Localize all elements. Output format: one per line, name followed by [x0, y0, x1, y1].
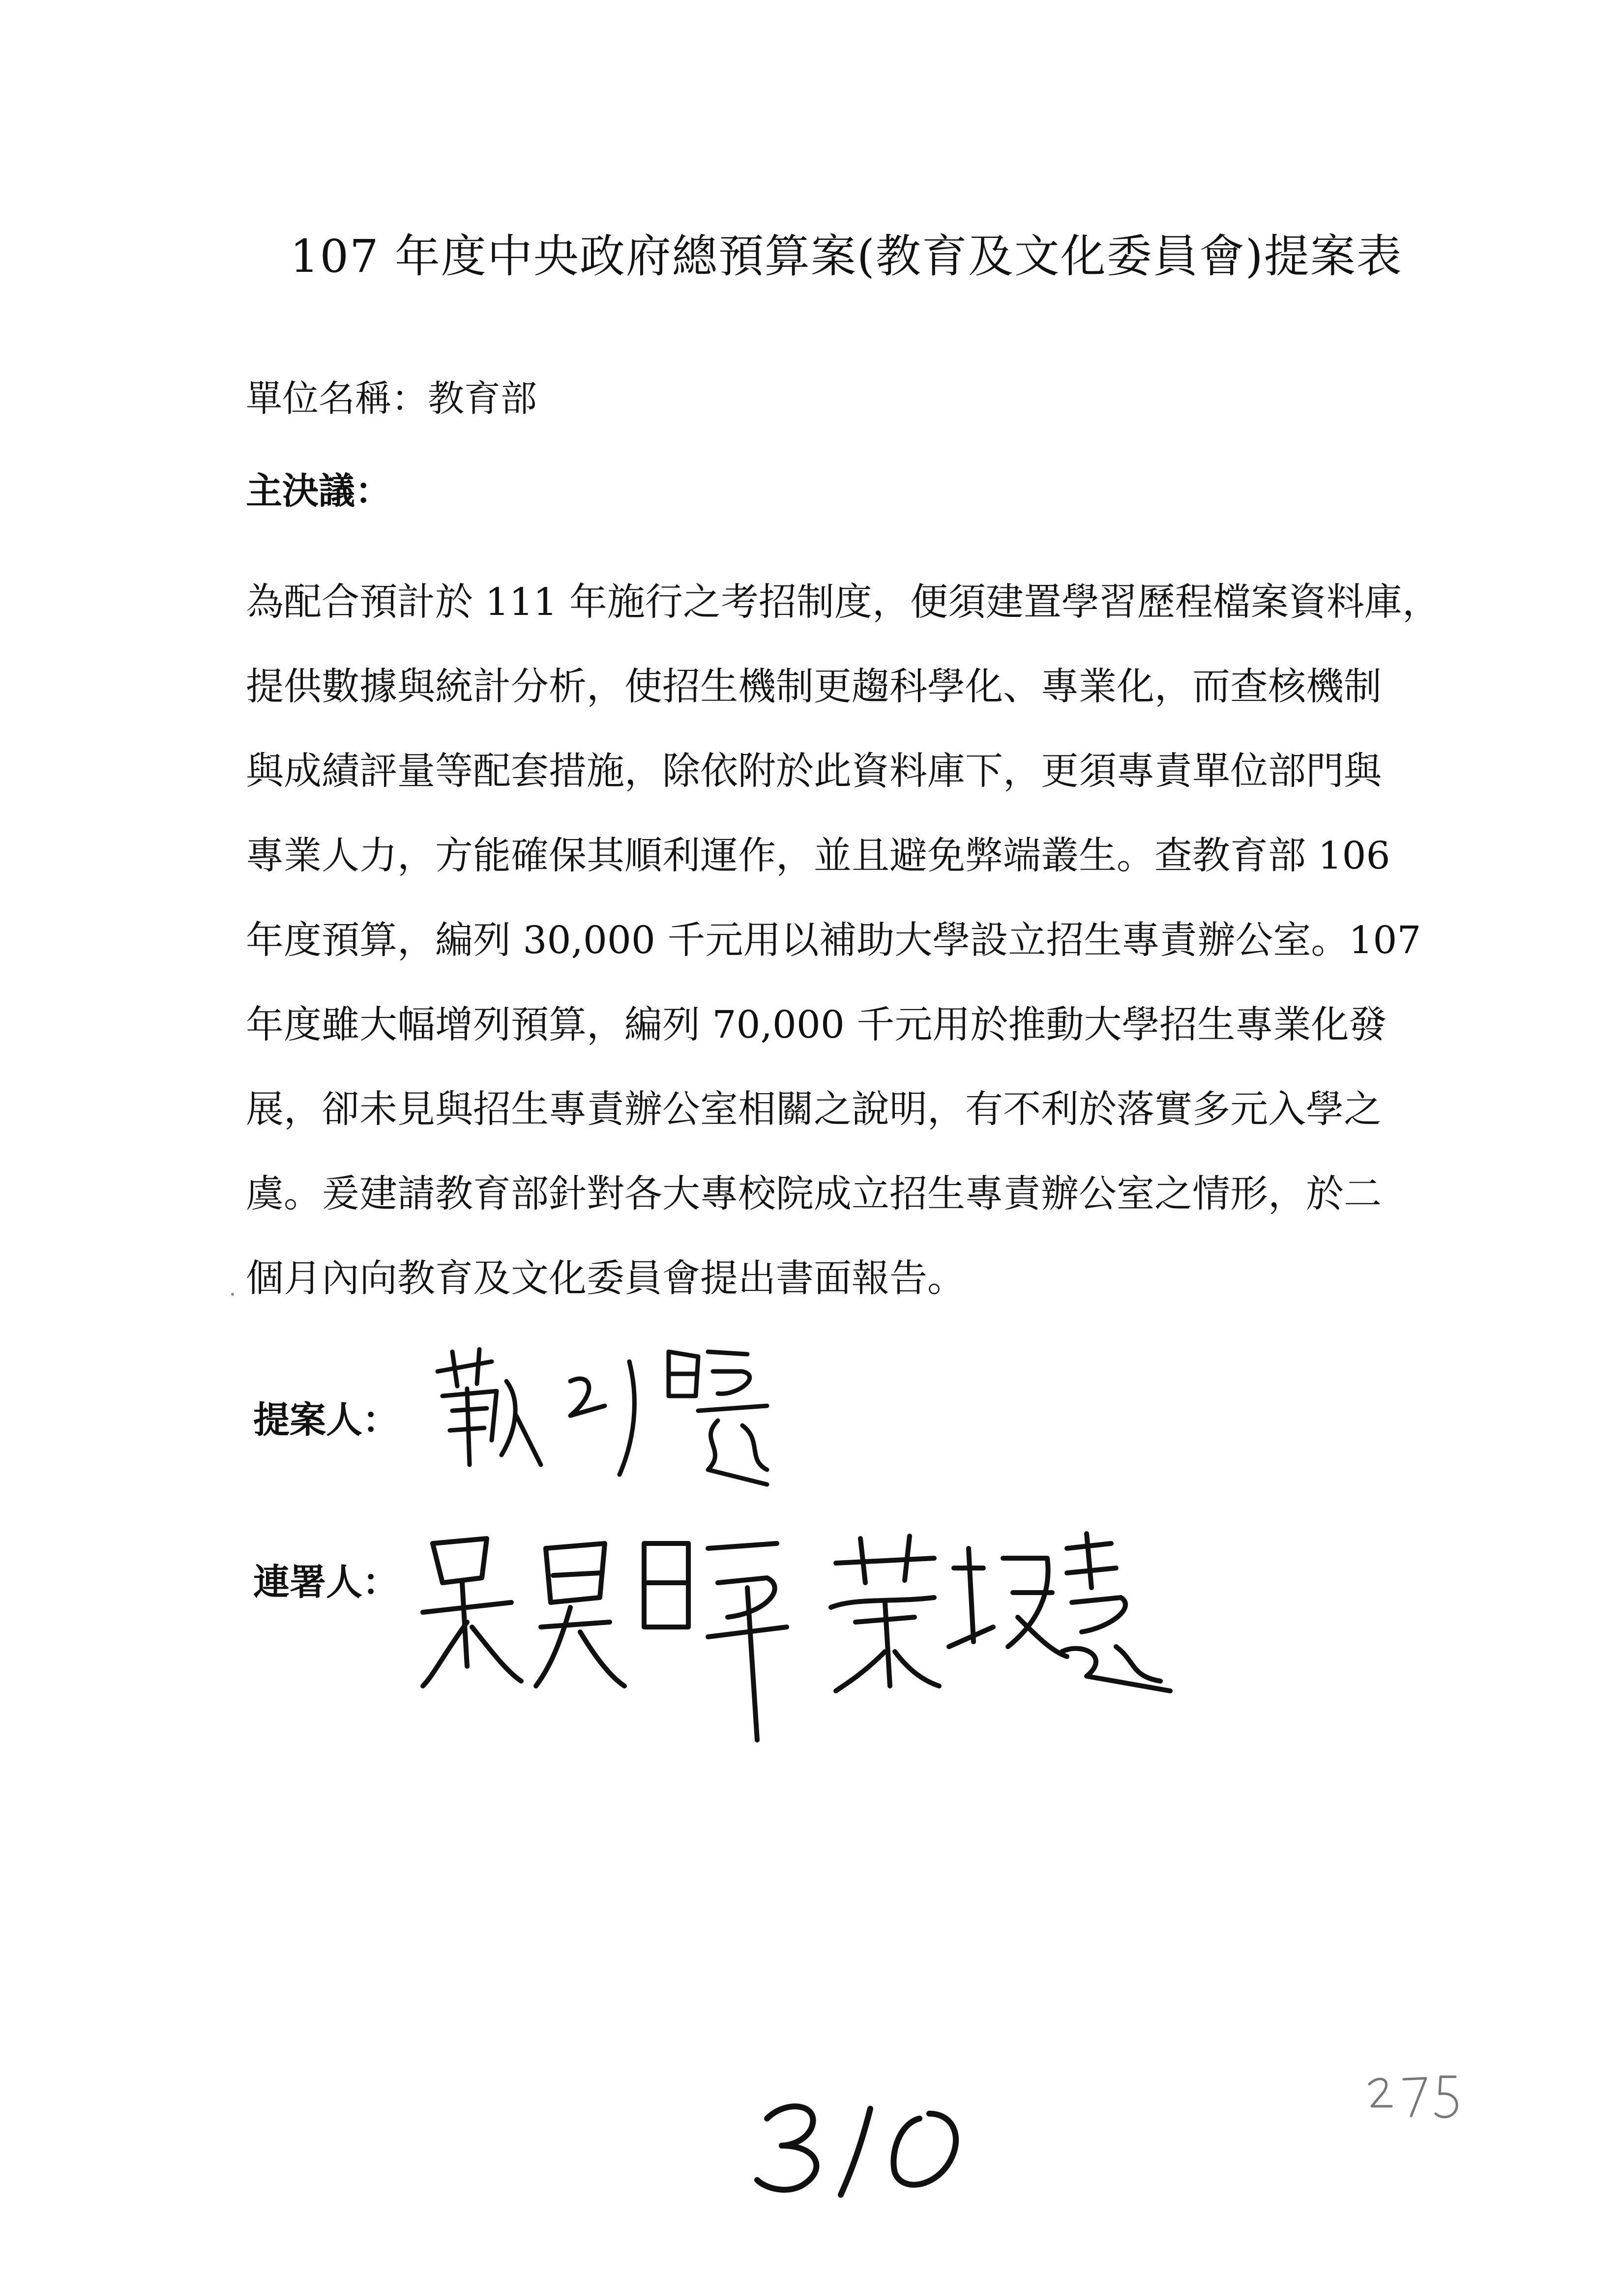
body-line: 年度雖大幅增列預算，編列 70,000 千元用於推動大學招生專業化發 — [246, 1003, 1387, 1047]
handwritten-page-number — [747, 2084, 974, 2202]
unit-name-line — [246, 370, 537, 422]
proposer-signature — [423, 1342, 777, 1499]
body-line: 專業人力，方能確保其順利運作，並且避免弊端叢生。查教育部 106 — [246, 834, 1390, 878]
handwritten-stamp-number — [1362, 2069, 1470, 2123]
cosigner-label: 連署人： — [253, 1561, 399, 1603]
decision-body — [246, 560, 1440, 1321]
main-decision-label: 主決議： — [246, 470, 391, 512]
body-line: 虞。爰建請教育部針對各大專校院成立招生專責辦公室之情形，於二 — [246, 1172, 1382, 1216]
cosigner-signatures — [413, 1529, 1180, 1784]
unit-name-label: 單位名稱： — [246, 378, 428, 420]
body-line: 展，卻未見與招生專責辦公室相關之說明，有不利於落實多元入學之 — [246, 1088, 1382, 1132]
body-line: 個月內向教育及文化委員會提出書面報告。 — [246, 1257, 965, 1301]
unit-name-value: 教育部 — [428, 378, 537, 420]
proposer-label: 提案人： — [253, 1399, 399, 1441]
body-line: 年度預算，編列 30,000 千元用以補助大學設立招生專責辦公室。107 — [246, 919, 1421, 962]
body-line: 與成績評量等配套措施，除依附於此資料庫下，更須專責單位部門與 — [246, 750, 1382, 793]
document-title: 107 年度中央政府總預算案(教育及文化委員會)提案表 — [290, 230, 1403, 283]
body-line: 為配合預計於 111 年施行之考招制度，便須建置學習歷程檔案資料庫， — [246, 581, 1440, 624]
body-line: 提供數據與統計分析，使招生機制更趨科學化、專業化，而查核機制 — [246, 665, 1382, 709]
scan-speck — [231, 1293, 234, 1296]
